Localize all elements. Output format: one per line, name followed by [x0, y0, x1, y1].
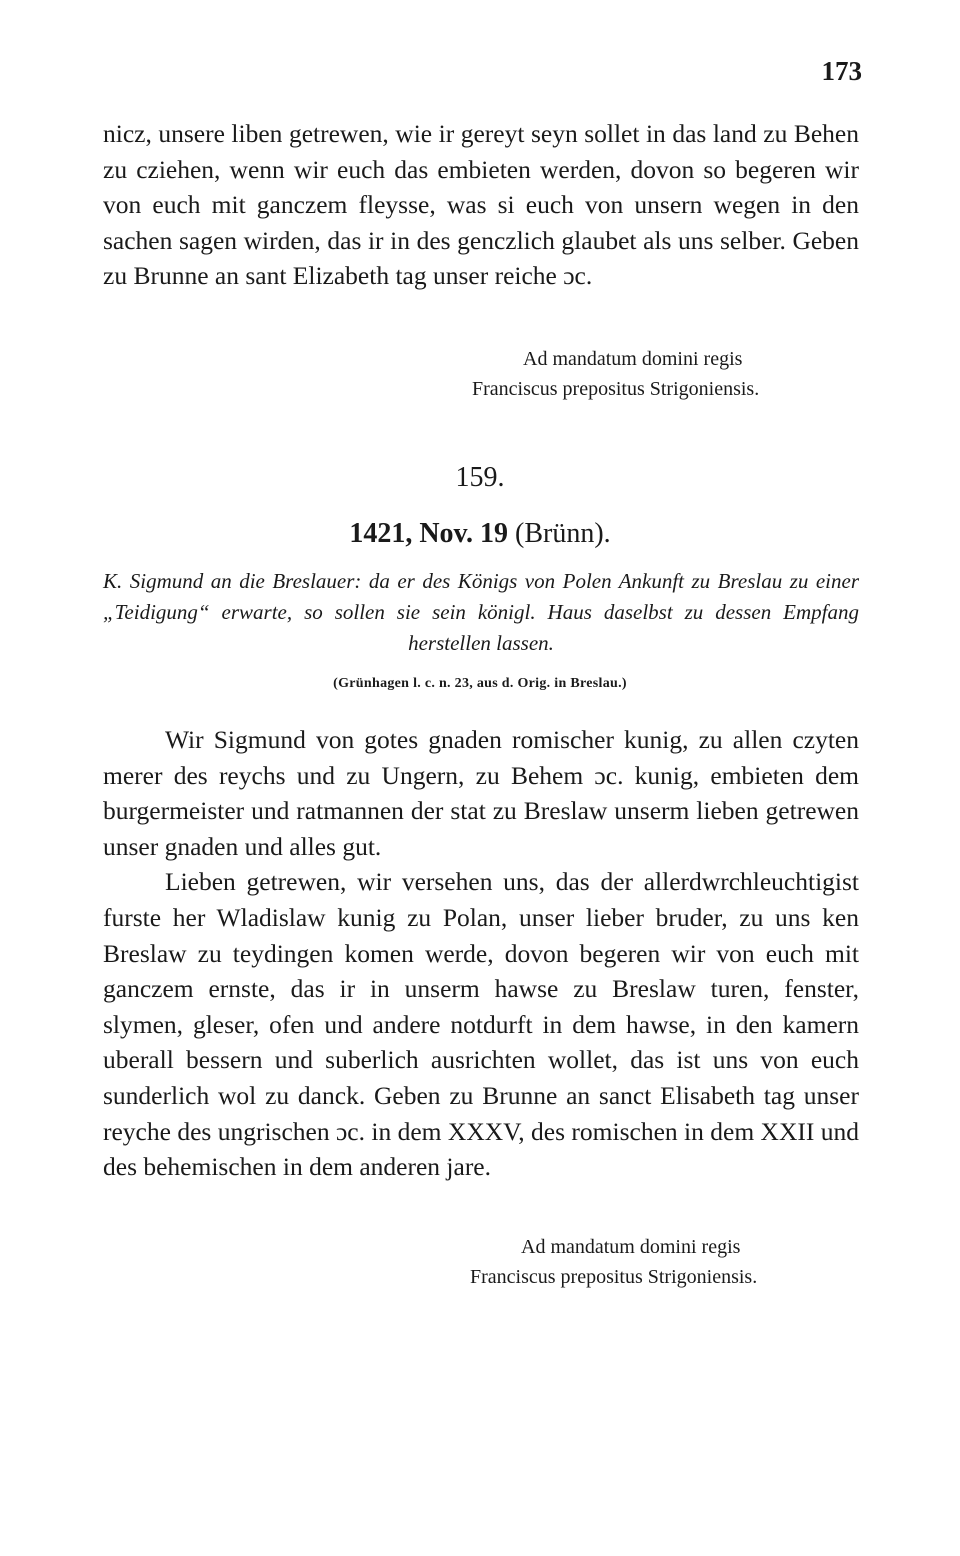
document-body	[103, 722, 859, 1185]
document-regest: K. Sigmund an die Breslauer: da er des Königs von Polen Ankunft zu Breslau zu einer „Teidigung“ erwarte, so sollen sie sein königl. Haus daselbst zu dessen Empfang herstellen lassen.	[103, 569, 859, 655]
previous-signature-line-2: Franciscus prepositus Strigoniensis.	[472, 378, 760, 400]
page-number: 173	[821, 56, 862, 86]
document-date-heading	[0, 518, 960, 550]
document-number: 159.	[455, 462, 505, 493]
body-paragraph-1: Wir Sigmund von gotes gnaden romischer kunig, zu allen czyten merer des reychs und zu Ungern, zu Behem ɔc. kunig, embieten dem burgermeister und ratmannen der stat zu Breslaw unserm lieben getrewen unser gnaden und alles gut.	[103, 725, 859, 861]
source-note: (Grünhagen l. c. n. 23, aus d. Orig. in Breslau.)	[333, 676, 627, 691]
body-paragraph-2: Lieben getrewen, wir versehen uns, das der allerdwrchleuchtigist furste her Wladislaw kunig zu Polan, unser lieber bruder, zu uns ken Breslaw zu teydingen komen werde, dovon begeren wir von euch mit ganczem ernste, das ir in unserm hawse zu Breslaw turen, fenster, slymen, gleser, ofen und andere notdurft in dem hawse, in den kamern uberall bessern und suberlich ausrichten wollet, das ist uns von euch sunderlich wol zu danck. Geben zu Brunne an sanct Elisabeth tag unser reyche des ungrischen ɔc. in dem XXXV, des romischen in dem XXII und des behemischen in dem anderen jare.	[103, 867, 859, 1182]
previous-signature-line-1: Ad mandatum domini regis	[523, 348, 743, 370]
document-date: 1421, Nov. 19	[349, 518, 509, 549]
document-place: (Brünn).	[515, 518, 611, 549]
signature-line-1: Ad mandatum domini regis	[521, 1236, 741, 1258]
signature-line-2: Franciscus prepositus Strigoniensis.	[470, 1266, 758, 1288]
previous-document-text: nicz, unsere liben getrewen, wie ir gereyt seyn sollet in das land zu Behen zu cziehen, wenn wir euch das embieten werden, dovon so begeren wir von euch mit ganczem fleysse, was si euch von unsern wegen in den sachen sagen wirden, das ir in des genczlich glaubet als uns selber. Geben zu Brunne an sant Elizabeth tag unser reiche ɔc.	[103, 119, 859, 291]
